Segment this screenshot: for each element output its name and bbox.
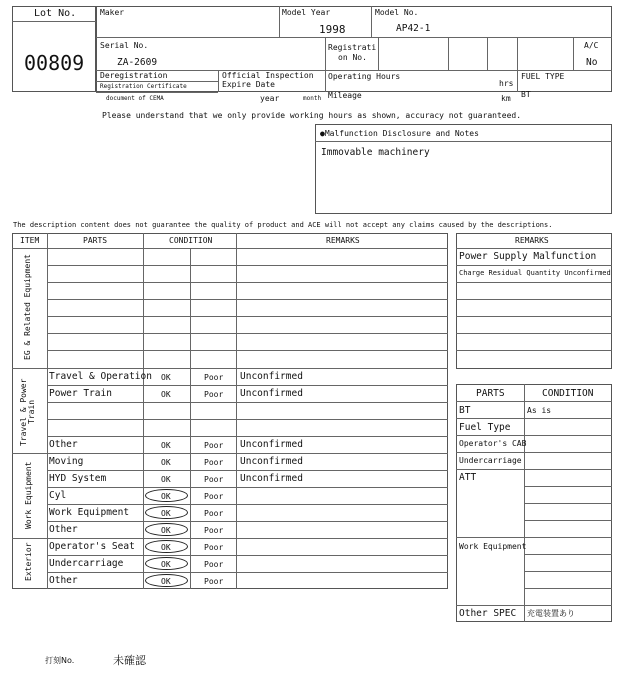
divider <box>47 504 448 505</box>
parts-header-right: PARTS <box>476 388 505 399</box>
work-equipment-label: Work Equipment <box>459 542 527 551</box>
divider <box>456 248 612 249</box>
condition-header-right: CONDITION <box>542 388 594 399</box>
row-remark: Unconfirmed <box>240 388 303 399</box>
row-ok: OK <box>161 475 171 484</box>
row-ok: OK <box>161 526 171 535</box>
hrs-label: hrs <box>499 79 514 88</box>
document-of-cema-label: document of CEMA <box>106 95 164 102</box>
divider <box>96 37 612 38</box>
bt-condition: As is <box>527 406 552 415</box>
divider <box>456 452 612 453</box>
row-poor: Poor <box>204 492 224 501</box>
divider <box>524 520 612 521</box>
divider <box>47 419 448 420</box>
model-no-value: AP42-1 <box>396 23 431 34</box>
row-ok: OK <box>161 458 171 467</box>
bt-label: BT <box>459 405 471 416</box>
operators-cab-label: Operator's CAB <box>459 439 527 448</box>
operating-hours-label: Operating Hours <box>328 72 401 81</box>
divider <box>47 233 48 589</box>
row-part: Cyl <box>49 490 67 501</box>
divider <box>456 537 612 538</box>
divider <box>12 248 448 249</box>
inspection-label-2: Expire Date <box>222 80 275 89</box>
disclaimer: The description content does not guarantee the quality of product and ACE will not accept any claims caused by the descriptions. <box>13 221 553 229</box>
row-ok: OK <box>161 492 171 501</box>
row-remark: Unconfirmed <box>240 371 303 382</box>
divider <box>47 333 448 334</box>
row-ok: OK <box>161 390 171 399</box>
divider <box>524 486 612 487</box>
fuel-type-label: FUEL TYPE <box>521 72 565 81</box>
row-remark: Unconfirmed <box>240 439 303 450</box>
row-ok: OK <box>161 560 171 569</box>
month-label: month <box>303 95 322 102</box>
registration-certificate-label: Registration Certificate <box>100 83 187 90</box>
undercarriage-label: Undercarriage <box>459 456 522 465</box>
fuel-type-value: BT <box>521 90 531 99</box>
divider <box>47 402 448 403</box>
row-poor: Poor <box>204 509 224 518</box>
section-exterior-label: Exterior <box>24 542 33 581</box>
row-part: Undercarriage <box>49 558 124 569</box>
row-remark: Unconfirmed <box>240 473 303 484</box>
divider <box>47 385 448 386</box>
row-part: Moving <box>49 456 84 467</box>
serial-no-value: ZA-2609 <box>117 57 158 68</box>
section-eg-label: EG & Related Equipment <box>23 254 32 360</box>
divider <box>325 70 326 92</box>
row-ok: OK <box>161 543 171 552</box>
divider <box>143 233 144 589</box>
other-spec-label: Other SPEC <box>459 608 517 619</box>
divider <box>96 92 218 93</box>
km-label: km <box>501 94 511 103</box>
divider <box>47 265 448 266</box>
divider <box>371 6 372 37</box>
row-part: Power Train <box>49 388 112 399</box>
divider <box>47 521 448 522</box>
row-ok: OK <box>161 577 171 586</box>
condition-header: CONDITION <box>169 236 213 245</box>
divider <box>12 538 448 539</box>
divider <box>47 572 448 573</box>
divider <box>47 470 448 471</box>
inspection-label: Official Inspection <box>222 71 314 80</box>
serial-no-label: Serial No. <box>100 41 149 50</box>
divider <box>47 299 448 300</box>
row-part: HYD System <box>49 473 107 484</box>
row-poor: Poor <box>204 458 224 467</box>
divider <box>456 350 612 351</box>
registration-no-label-2: on No. <box>338 53 367 62</box>
row-poor: Poor <box>204 475 224 484</box>
divider <box>456 265 612 266</box>
model-year-value: 1998 <box>319 23 346 36</box>
inspection-table <box>12 233 448 589</box>
divider <box>524 571 612 572</box>
row-ok: OK <box>161 373 171 382</box>
row-poor: Poor <box>204 373 224 382</box>
divider <box>524 554 612 555</box>
section-travel-label <box>20 378 42 446</box>
remarks-box-header: REMARKS <box>515 236 549 245</box>
row-ok: OK <box>161 509 171 518</box>
divider <box>218 70 219 92</box>
divider <box>456 605 612 606</box>
divider <box>456 333 612 334</box>
divider <box>573 37 574 70</box>
row-ok: OK <box>161 441 171 450</box>
divider <box>448 37 449 70</box>
row-part: Work Equipment <box>49 507 130 518</box>
registration-no-label: Registrati <box>328 43 377 52</box>
divider <box>47 555 448 556</box>
divider <box>47 436 448 437</box>
divider <box>12 21 96 22</box>
divider <box>456 401 612 402</box>
divider <box>456 418 612 419</box>
divider <box>47 316 448 317</box>
fuel-type-row-label: Fuel Type <box>459 422 511 433</box>
divider <box>12 368 448 369</box>
divider <box>456 316 612 317</box>
divider <box>487 37 488 70</box>
remarks-header: REMARKS <box>326 236 360 245</box>
row-poor: Poor <box>204 390 224 399</box>
year-label: year <box>260 94 280 103</box>
row-part: Travel & Operation <box>49 371 152 382</box>
model-no-label: Model No. <box>375 8 419 17</box>
hours-notice: Please understand that we only provide working hours as shown, accuracy not guaranteed. <box>102 111 522 120</box>
section-travel-text: Travel & Power Train <box>19 378 36 446</box>
remarks-line-1: Power Supply Malfunction <box>459 251 597 262</box>
divider <box>12 453 448 454</box>
divider <box>456 282 612 283</box>
divider <box>236 233 237 589</box>
item-header: ITEM <box>20 236 40 245</box>
row-part: Operator's Seat <box>49 541 135 552</box>
divider <box>47 487 448 488</box>
row-poor: Poor <box>204 577 224 586</box>
row-poor: Poor <box>204 543 224 552</box>
section-work-label: Work Equipment <box>24 461 33 529</box>
divider <box>325 37 326 70</box>
remarks-line-2: Charge Residual Quantity Unconfirmed <box>459 269 611 277</box>
row-part: Other <box>49 524 78 535</box>
other-spec-value: 充電装置あり <box>527 609 575 618</box>
row-remark: Unconfirmed <box>240 456 303 467</box>
divider <box>47 282 448 283</box>
lot-no-value: 00809 <box>24 51 85 75</box>
divider <box>378 37 379 70</box>
divider <box>96 70 612 71</box>
row-poor: Poor <box>204 560 224 569</box>
ac-value: No <box>586 57 598 68</box>
divider <box>315 141 612 142</box>
divider <box>96 81 218 82</box>
model-year-label: Model Year <box>282 8 331 17</box>
row-part: Other <box>49 439 78 450</box>
row-poor: Poor <box>204 441 224 450</box>
divider <box>47 350 448 351</box>
divider <box>456 469 612 470</box>
deregistration-label: Deregistration <box>100 71 168 80</box>
parts-header: PARTS <box>83 236 108 245</box>
stamp-no-label: 打刻No. <box>45 656 75 665</box>
divider <box>517 37 518 92</box>
divider <box>524 503 612 504</box>
divider <box>524 588 612 589</box>
att-label: ATT <box>459 472 477 483</box>
divider <box>279 6 280 37</box>
stamp-no-value: 未確認 <box>113 654 146 667</box>
row-poor: Poor <box>204 526 224 535</box>
lot-no-label: Lot No. <box>34 8 77 19</box>
maker-label: Maker <box>100 8 125 17</box>
row-part: Other <box>49 575 78 586</box>
ac-label: A/C <box>584 41 599 50</box>
divider <box>456 435 612 436</box>
divider <box>456 299 612 300</box>
malfunction-text: Immovable machinery <box>321 147 430 158</box>
malfunction-title: ●Malfunction Disclosure and Notes <box>320 129 479 138</box>
mileage-label: Mileage <box>328 91 362 100</box>
